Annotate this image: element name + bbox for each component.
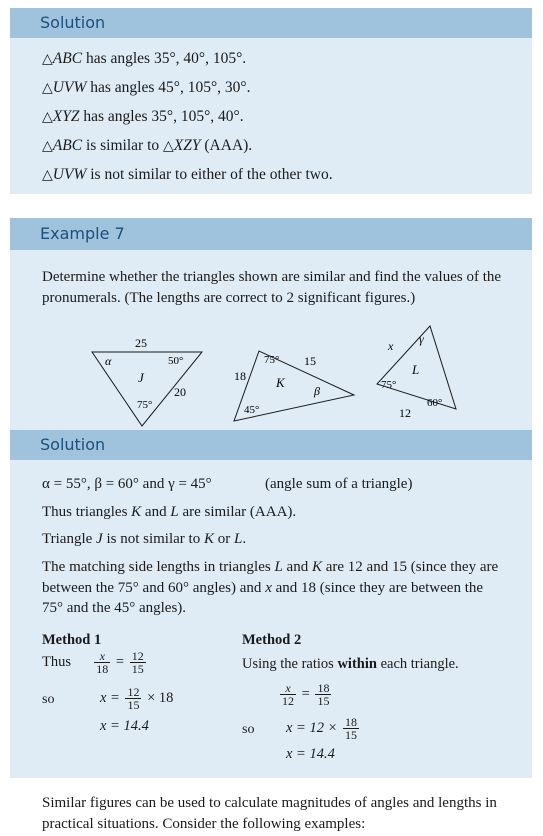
triangle-j-top-side: 25 [135,336,147,350]
solution-heading: Solution [40,13,106,32]
angles-note: (angle sum of a triangle) [265,476,413,492]
method1-x-line: x = $\frac{12}{15}$ × 18 [100,685,174,712]
fraction-12-15: $\frac{12}{15}$ [131,649,144,676]
solution-line-3: △XYZ has angles 35°, 105°, 40°. [42,108,244,125]
triangles-figure [10,250,532,430]
footer-paragraph: Similar figures can be used to calculate magnitudes of angles and lengths in practical situations. Consider the following examples: [42,795,497,832]
method2-intro: Using the ratios within each triangle. [242,656,459,672]
method1-title: Method 1 [42,632,102,648]
method2-result: x = 14.4 [286,746,335,762]
solution-line-5: △UVW is not similar to either of the other two. [42,166,333,183]
triangle-symbol: △ [42,139,53,154]
solution-panel [10,38,532,194]
triangle-j-label: J [138,370,144,385]
similar-kl-line: Thus triangles K and L are similar (AAA). [42,504,297,520]
triangle-k-angle-beta: β [314,384,320,398]
method2-x-line: x = 12 × $\frac{18}{15}$ [286,715,358,742]
triangle-k-angle-45: 45° [244,404,260,416]
triangle-j-angle-75: 75° [137,399,153,411]
fraction-12-15-b: $\frac{12}{15}$ [127,685,140,712]
solution-line-2: △UVW has angles 45°, 105°, 30°. [42,79,251,96]
fraction-18-15-b: $\frac{18}{15}$ [345,715,358,742]
triangle-symbol: △ [42,110,53,125]
triangle-l-bottom-side: 12 [399,406,411,420]
fraction-x-18: $\frac{x}{18}$ [96,649,109,676]
fraction-18-15: $\frac{18}{15}$ [317,681,330,708]
fraction-x-12: $\frac{x}{12}$ [282,681,294,708]
method1-result: x = 14.4 [100,718,149,734]
method2-ratio-line: $\frac{x}{12}$ = $\frac{18}{15}$ [282,681,330,708]
example-heading: Example 7 [40,224,125,243]
method1-so-label: so [42,692,55,707]
triangle-j-angle-alpha: α [105,354,112,368]
triangle-j-angle-50: 50° [168,355,184,367]
angles-line: α = 55°, β = 60° and γ = 45° [42,476,212,492]
not-similar-j-line: Triangle J is not similar to K or L. [42,531,247,547]
example-text: Determine whether the triangles shown are similar and find the values of the pronumerals. (The lengths are correct to 2 significant figures.) [42,269,502,306]
triangle-symbol: △ [42,168,53,183]
triangle-k-left-side: 18 [234,369,246,383]
matching-sides-paragraph: The matching side lengths in triangles L and K are 12 and 15 (since they are between the 75° and 60° angles) and x and 18 (since they are between the 75° and the 45° angles). [42,559,499,616]
triangle-l-side-x: x [388,339,394,353]
solution-line-4: △ABC is similar to △XZY (AAA). [42,137,253,154]
triangle-j-right-side: 20 [174,385,186,399]
method2-title: Method 2 [242,632,302,648]
triangle-l-angle-60: 60° [427,397,443,409]
method1-thus-line: Thus $\frac{x}{18}$ = $\frac{12}{15}$ [42,649,144,676]
solution-heading-bar [10,8,532,38]
solution-line-1: △ABC has angles 35°, 40°, 105°. [42,50,247,67]
triangle-symbol: △ [42,81,53,96]
triangle-l-angle-75: 75° [381,379,397,391]
solution2-heading-bar [10,430,532,460]
triangle-symbol: △ [42,52,53,67]
triangle-k-angle-75: 75° [264,354,280,366]
solution2-panel [10,460,532,778]
triangle-k-label: K [276,375,285,390]
example-heading-bar [10,218,532,250]
triangle-l-label: L [412,362,420,377]
example-panel [10,250,532,430]
triangle-k-top-side: 15 [304,354,316,368]
triangle-l-angle-gamma: γ [419,332,424,346]
triangle-symbol: △ [163,139,174,154]
method2-so-label: so [242,722,255,737]
solution2-heading: Solution [40,435,106,454]
